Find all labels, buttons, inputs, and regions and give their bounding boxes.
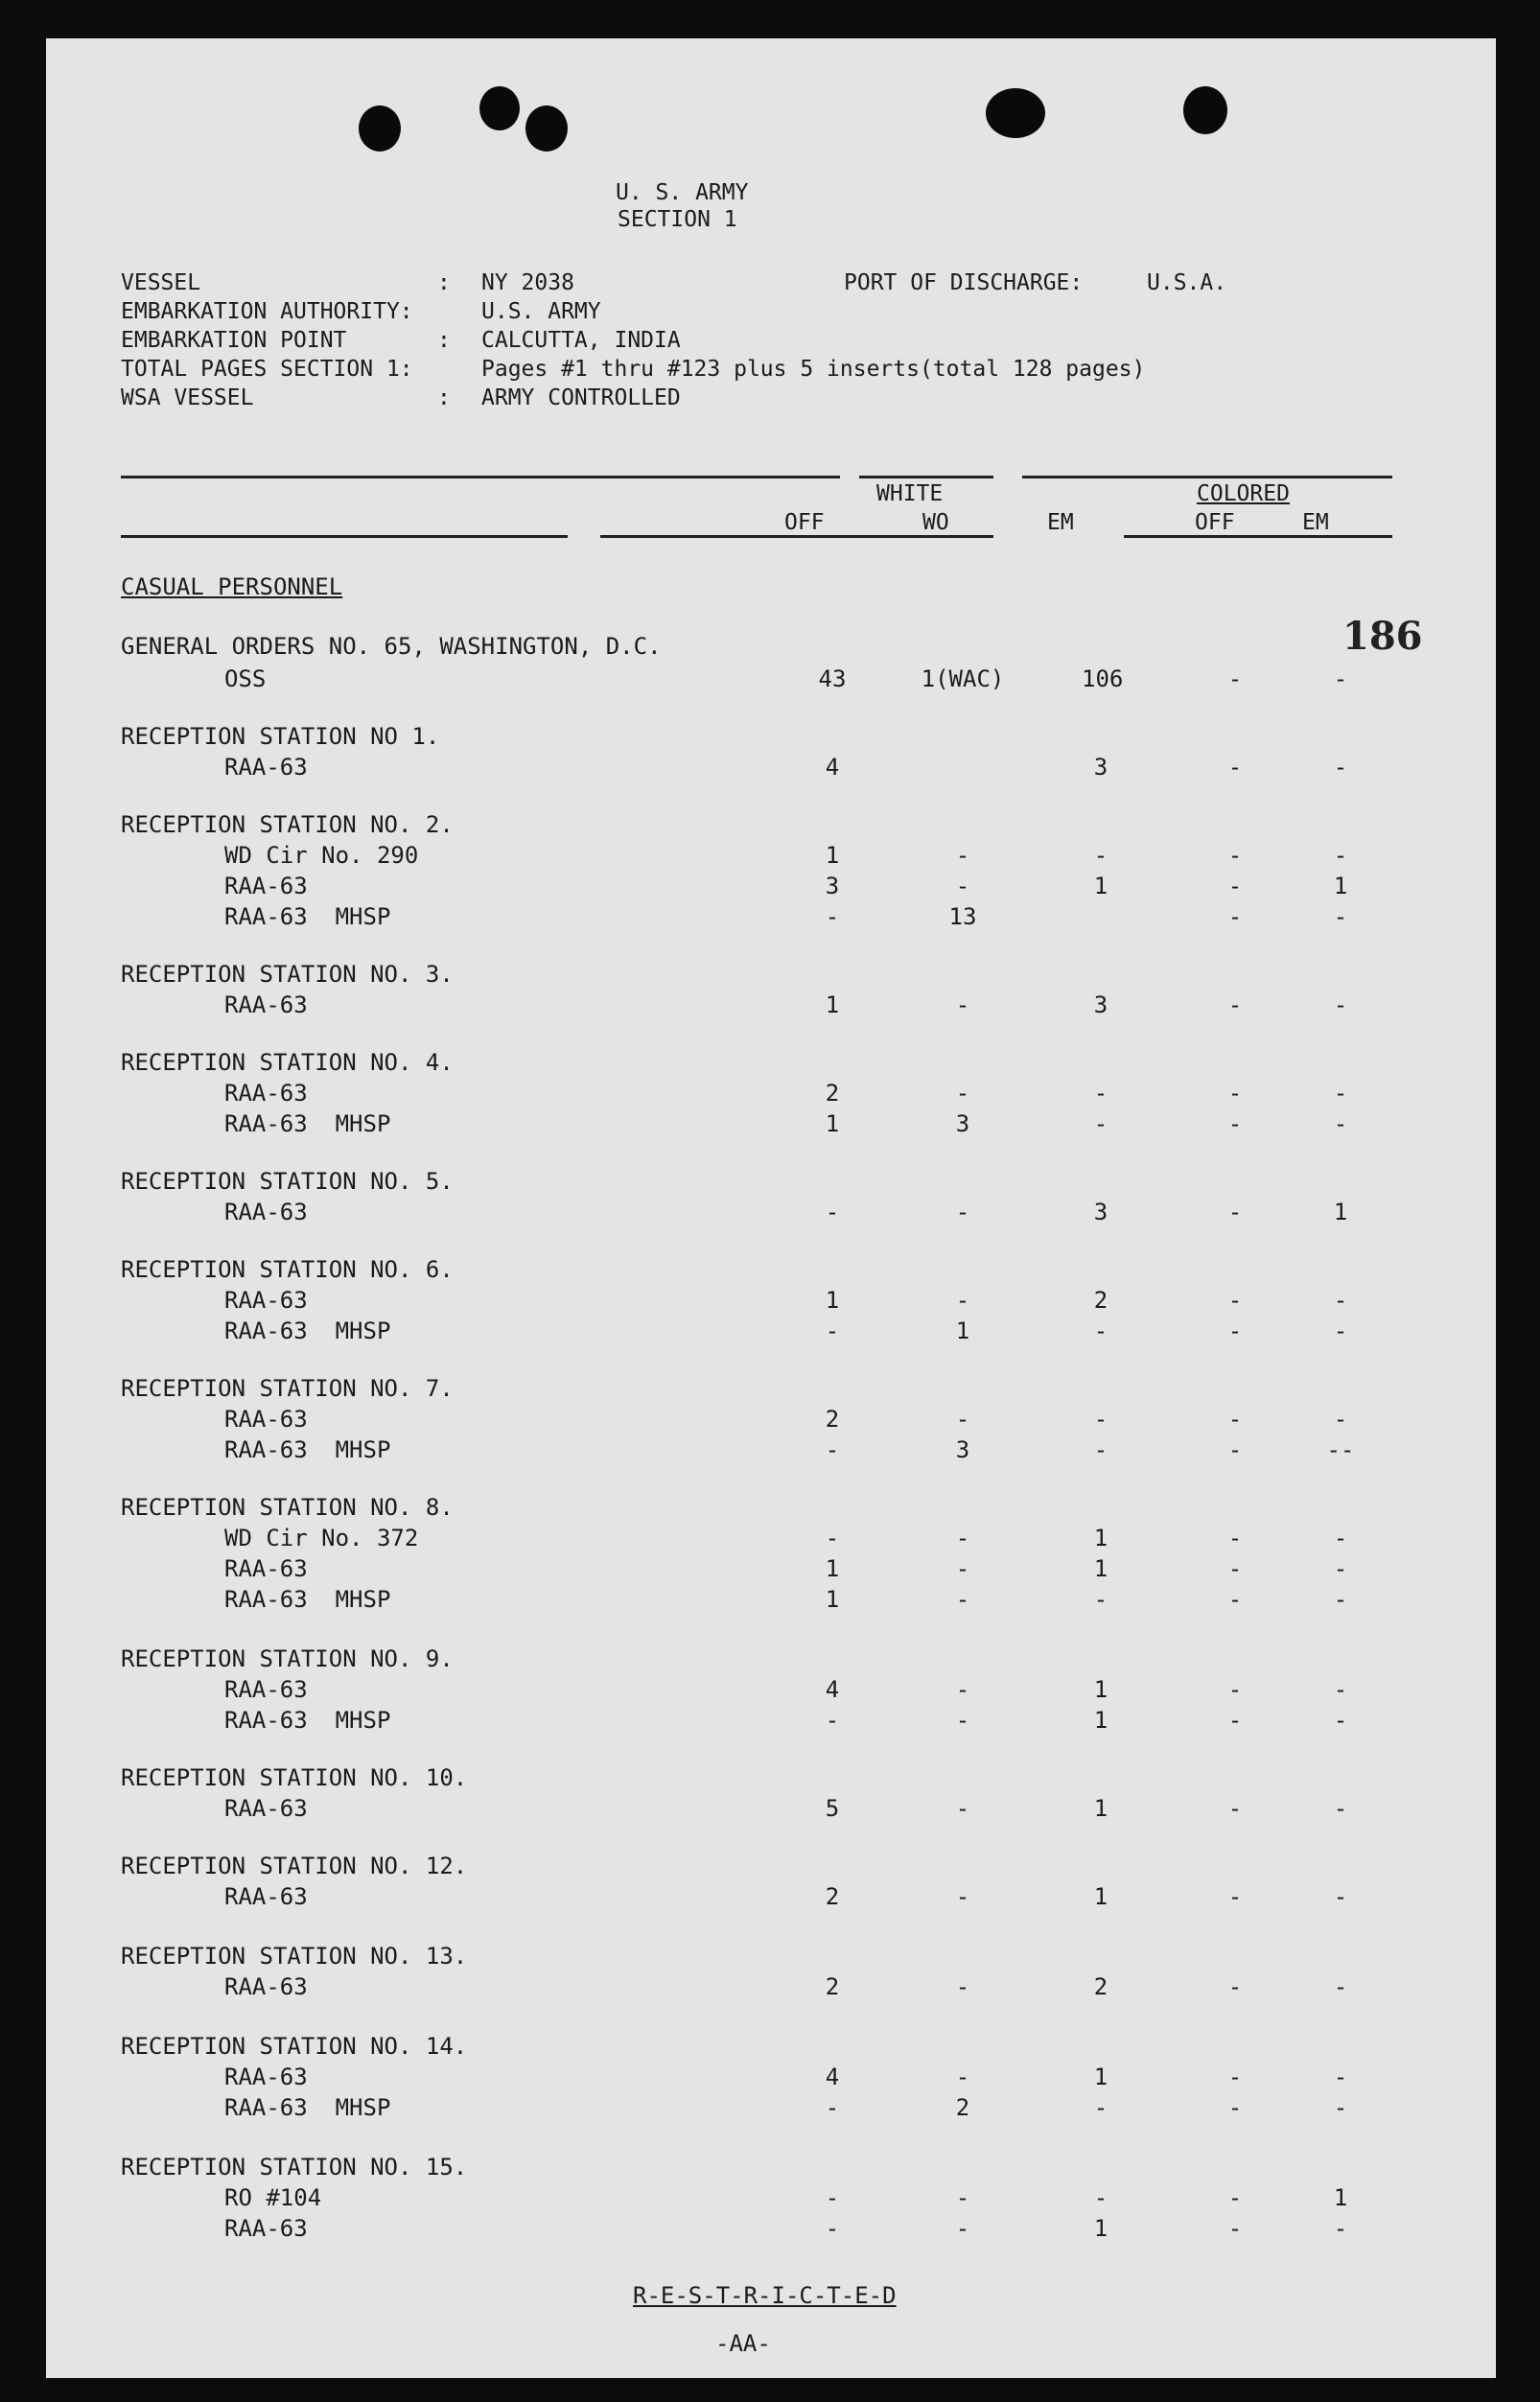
table-cell: -: [1333, 1110, 1348, 1137]
table-cell: 1: [1333, 873, 1348, 899]
vessel-label: VESSEL: [121, 270, 201, 295]
table-cell: -: [1227, 1707, 1243, 1734]
embarkation-point-label: EMBARKATION POINT: [121, 328, 347, 353]
row-sublabel: RAA-63: [224, 2064, 308, 2090]
punch-hole: [1183, 86, 1227, 134]
row-sublabel: RAA-63: [224, 991, 308, 1018]
punch-hole: [986, 88, 1045, 138]
table-cell: -: [1093, 2094, 1108, 2121]
table-cell: -: [825, 1525, 840, 1551]
table-cell: 1: [825, 1287, 840, 1314]
row-sublabel: OSS: [224, 665, 267, 692]
table-cell: -: [955, 1287, 970, 1314]
table-cell: -: [1333, 991, 1348, 1018]
table-cell: 3: [1093, 1199, 1108, 1225]
row-sublabel: RAA-63 MHSP: [224, 1318, 391, 1344]
table-cell: -: [955, 1555, 970, 1582]
row-group-label: RECEPTION STATION NO. 12.: [121, 1853, 468, 1879]
table-cell: -: [1227, 903, 1243, 930]
header-rule: [121, 476, 840, 478]
white-column-group: WHITE: [876, 481, 944, 506]
table-cell: 1: [955, 1318, 970, 1344]
table-cell: -: [1333, 1555, 1348, 1582]
restricted-marking: R-E-S-T-R-I-C-T-E-D: [633, 2282, 897, 2309]
table-cell: -: [1333, 1287, 1348, 1314]
table-cell: 1: [1333, 2184, 1348, 2211]
table-cell: 1: [1093, 1883, 1108, 1910]
colored-em-column-header: EM: [1302, 510, 1329, 535]
table-cell: 4: [825, 754, 840, 781]
table-cell: 1: [825, 1110, 840, 1137]
row-group-label: RECEPTION STATION NO. 9.: [121, 1645, 454, 1672]
port-of-discharge-label: PORT OF DISCHARGE:: [844, 270, 1084, 295]
row-sublabel: RAA-63: [224, 1795, 308, 1822]
row-group-label: RECEPTION STATION NO. 6.: [121, 1256, 454, 1283]
table-cell: 5: [825, 1795, 840, 1822]
row-group-label: RECEPTION STATION NO. 15.: [121, 2154, 468, 2180]
table-cell: -: [955, 991, 970, 1018]
wsa-vessel-value: ARMY CONTROLLED: [481, 385, 681, 410]
table-cell: -: [955, 1973, 970, 2000]
row-group-label: RECEPTION STATION NO. 8.: [121, 1494, 454, 1521]
table-cell: -: [1333, 1080, 1348, 1107]
table-cell: -: [955, 1795, 970, 1822]
table-cell: --: [1326, 1436, 1355, 1463]
table-cell: 1: [825, 842, 840, 869]
total-pages-value: Pages #1 thru #123 plus 5 inserts(total 128 pages): [481, 357, 1146, 382]
row-sublabel: RAA-63: [224, 1406, 308, 1433]
table-cell: 4: [825, 1676, 840, 1703]
table-cell: -: [1227, 665, 1243, 692]
punch-hole: [525, 105, 568, 152]
wo-column-header: WO: [922, 510, 949, 535]
table-cell: 3: [1093, 991, 1108, 1018]
table-cell: -: [1093, 1080, 1108, 1107]
table-cell: -: [1333, 903, 1348, 930]
page-code: -AA-: [715, 2330, 771, 2357]
row-sublabel: RAA-63: [224, 1676, 308, 1703]
table-cell: -: [1093, 1406, 1108, 1433]
embarkation-authority-label: EMBARKATION AUTHORITY:: [121, 299, 413, 324]
table-cell: 2: [955, 2094, 970, 2121]
table-cell: 2: [825, 1883, 840, 1910]
table-cell: 2: [825, 1406, 840, 1433]
vessel-value: NY 2038: [481, 270, 574, 295]
row-group-label: RECEPTION STATION NO. 14.: [121, 2033, 468, 2060]
table-cell: -: [1333, 1586, 1348, 1613]
off-column-header: OFF: [784, 510, 825, 535]
table-cell: -: [1227, 1287, 1243, 1314]
row-group-label: RECEPTION STATION NO. 2.: [121, 811, 454, 838]
colon: :: [437, 270, 451, 295]
table-cell: -: [955, 1406, 970, 1433]
table-cell: -: [955, 2215, 970, 2242]
table-cell: -: [1227, 2094, 1243, 2121]
row-sublabel: RAA-63: [224, 1555, 308, 1582]
table-cell: 1: [1093, 1795, 1108, 1822]
table-cell: -: [955, 842, 970, 869]
table-cell: -: [955, 1525, 970, 1551]
header-rule: [1022, 476, 1392, 478]
table-cell: -: [825, 1436, 840, 1463]
table-cell: 2: [825, 1080, 840, 1107]
table-cell: -: [955, 1586, 970, 1613]
table-cell: 2: [1093, 1287, 1108, 1314]
table-cell: -: [1333, 1707, 1348, 1734]
table-cell: -: [955, 1080, 970, 1107]
wsa-vessel-label: WSA VESSEL: [121, 385, 254, 410]
table-cell: -: [955, 2064, 970, 2090]
em-column-header: EM: [1047, 510, 1074, 535]
table-cell: -: [1227, 991, 1243, 1018]
table-cell: 1: [825, 1586, 840, 1613]
table-cell: -: [955, 2184, 970, 2211]
row-sublabel: RAA-63: [224, 1080, 308, 1107]
page-stamp-number: 186: [1342, 614, 1423, 659]
table-cell: -: [1227, 1080, 1243, 1107]
table-cell: 1: [1093, 1525, 1108, 1551]
row-sublabel: RAA-63: [224, 1199, 308, 1225]
table-cell: -: [1227, 842, 1243, 869]
table-cell: -: [1093, 2184, 1108, 2211]
table-cell: 43: [818, 665, 847, 692]
row-group-label: RECEPTION STATION NO. 4.: [121, 1049, 454, 1076]
header-rule: [859, 476, 993, 478]
table-cell: 1: [1093, 1707, 1108, 1734]
table-cell: 1: [1333, 1199, 1348, 1225]
table-cell: -: [1093, 1586, 1108, 1613]
table-cell: -: [955, 1199, 970, 1225]
table-cell: 1(WAC): [921, 665, 1005, 692]
table-cell: -: [955, 873, 970, 899]
table-cell: -: [1227, 1676, 1243, 1703]
table-cell: 1: [825, 1555, 840, 1582]
document-page: [46, 38, 1496, 2378]
row-sublabel: RO #104: [224, 2184, 322, 2211]
port-of-discharge-value: U.S.A.: [1147, 270, 1227, 295]
table-cell: -: [1333, 842, 1348, 869]
table-cell: -: [955, 1707, 970, 1734]
table-cell: -: [1333, 1883, 1348, 1910]
embarkation-authority-value: U.S. ARMY: [481, 299, 601, 324]
header-rule: [121, 535, 568, 538]
table-cell: -: [1093, 1436, 1108, 1463]
table-cell: -: [1333, 1406, 1348, 1433]
table-cell: -: [825, 2184, 840, 2211]
row-sublabel: RAA-63: [224, 1287, 308, 1314]
table-cell: 13: [948, 903, 977, 930]
row-sublabel: RAA-63 MHSP: [224, 2094, 391, 2121]
table-cell: 3: [1093, 754, 1108, 781]
table-cell: -: [1227, 754, 1243, 781]
table-cell: -: [1093, 1110, 1108, 1137]
table-cell: -: [1227, 1199, 1243, 1225]
table-cell: 1: [1093, 1676, 1108, 1703]
colored-column-group: COLORED: [1197, 481, 1290, 506]
table-cell: -: [1227, 1883, 1243, 1910]
row-sublabel: RAA-63 MHSP: [224, 903, 391, 930]
table-cell: -: [1227, 2215, 1243, 2242]
colored-off-column-header: OFF: [1195, 510, 1235, 535]
table-cell: -: [1333, 2064, 1348, 2090]
row-sublabel: RAA-63 MHSP: [224, 1436, 391, 1463]
header-rule: [1124, 535, 1392, 538]
table-cell: -: [1227, 1555, 1243, 1582]
row-group-label: RECEPTION STATION NO. 7.: [121, 1375, 454, 1402]
table-cell: 4: [825, 2064, 840, 2090]
table-cell: -: [1333, 665, 1348, 692]
row-sublabel: RAA-63: [224, 2215, 308, 2242]
table-cell: 3: [825, 873, 840, 899]
table-cell: -: [825, 2215, 840, 2242]
table-cell: -: [825, 1707, 840, 1734]
table-cell: -: [1227, 873, 1243, 899]
table-cell: -: [825, 2094, 840, 2121]
colon: :: [437, 385, 451, 410]
row-sublabel: WD Cir No. 372: [224, 1525, 419, 1551]
table-cell: -: [825, 1318, 840, 1344]
table-cell: -: [1093, 1318, 1108, 1344]
table-cell: -: [825, 1199, 840, 1225]
row-group-label: GENERAL ORDERS NO. 65, WASHINGTON, D.C.: [121, 633, 662, 660]
punch-hole: [359, 105, 401, 152]
table-cell: 106: [1082, 665, 1124, 692]
row-sublabel: RAA-63: [224, 1883, 308, 1910]
embarkation-point-value: CALCUTTA, INDIA: [481, 328, 681, 353]
table-cell: -: [1333, 754, 1348, 781]
table-cell: -: [1333, 1676, 1348, 1703]
table-cell: -: [1333, 2215, 1348, 2242]
total-pages-label: TOTAL PAGES SECTION 1:: [121, 357, 413, 382]
table-cell: 1: [1093, 873, 1108, 899]
row-group-label: RECEPTION STATION NO. 5.: [121, 1168, 454, 1195]
row-sublabel: WD Cir No. 290: [224, 842, 419, 869]
table-cell: -: [1227, 1973, 1243, 2000]
table-cell: -: [1227, 1406, 1243, 1433]
table-cell: -: [1227, 1586, 1243, 1613]
table-cell: 1: [1093, 1555, 1108, 1582]
document-title: U. S. ARMY: [616, 180, 749, 205]
table-cell: -: [1227, 1318, 1243, 1344]
table-cell: 2: [825, 1973, 840, 2000]
table-cell: -: [955, 1676, 970, 1703]
table-cell: -: [1227, 1110, 1243, 1137]
table-cell: -: [1227, 1525, 1243, 1551]
row-group-label: RECEPTION STATION NO. 13.: [121, 1943, 468, 1970]
section-title: CASUAL PERSONNEL: [121, 573, 343, 600]
table-cell: -: [1333, 1973, 1348, 2000]
table-cell: -: [1333, 1525, 1348, 1551]
table-cell: -: [1333, 2094, 1348, 2121]
table-cell: 1: [1093, 2064, 1108, 2090]
table-cell: -: [1227, 1795, 1243, 1822]
colon: :: [437, 328, 451, 353]
table-cell: -: [1333, 1795, 1348, 1822]
table-cell: -: [1093, 842, 1108, 869]
row-group-label: RECEPTION STATION NO. 10.: [121, 1764, 468, 1791]
row-group-label: RECEPTION STATION NO. 3.: [121, 961, 454, 988]
row-sublabel: RAA-63 MHSP: [224, 1586, 391, 1613]
table-cell: -: [1227, 2064, 1243, 2090]
table-cell: 3: [955, 1436, 970, 1463]
row-group-label: RECEPTION STATION NO 1.: [121, 723, 440, 750]
section-label: SECTION 1: [618, 207, 737, 232]
table-cell: 1: [825, 991, 840, 1018]
table-cell: -: [1227, 1436, 1243, 1463]
table-cell: -: [825, 903, 840, 930]
row-sublabel: RAA-63 MHSP: [224, 1110, 391, 1137]
row-sublabel: RAA-63: [224, 1973, 308, 2000]
table-cell: 2: [1093, 1973, 1108, 2000]
row-sublabel: RAA-63: [224, 873, 308, 899]
table-cell: -: [1333, 1318, 1348, 1344]
table-cell: 3: [955, 1110, 970, 1137]
row-sublabel: RAA-63: [224, 754, 308, 781]
table-cell: -: [955, 1883, 970, 1910]
punch-hole: [479, 86, 520, 130]
table-cell: -: [1227, 2184, 1243, 2211]
row-sublabel: RAA-63 MHSP: [224, 1707, 391, 1734]
table-cell: 1: [1093, 2215, 1108, 2242]
